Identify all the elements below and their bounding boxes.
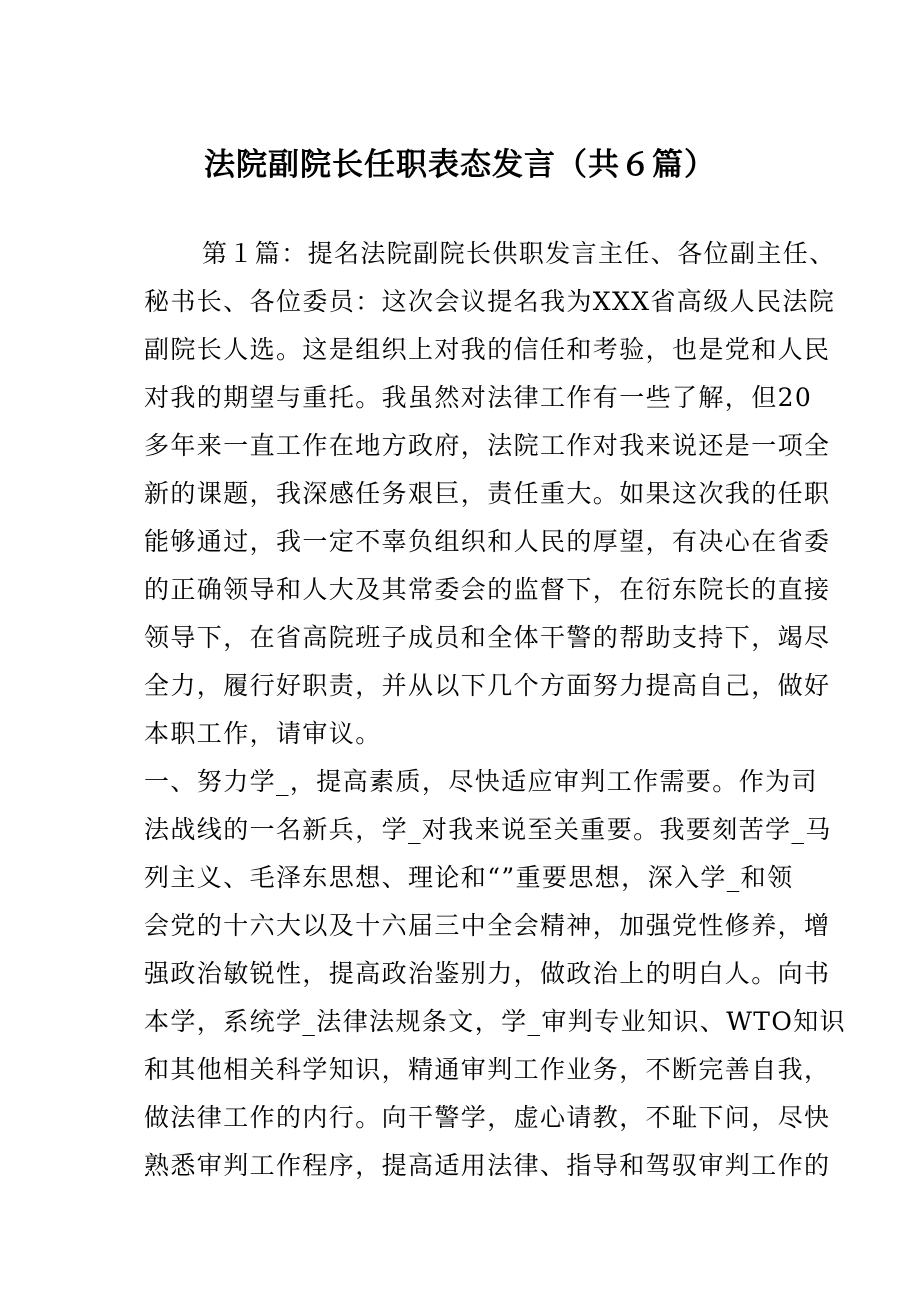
document-title: 法院副院长任职表态发言（共６篇） — [204, 147, 716, 183]
paragraph-line: 列主义、毛泽东思想、理论和“”重要思想，深入学_和领 — [144, 863, 794, 892]
paragraph-line: 做法律工作的内行。向干警学，虚心请教，不耻下问，尽快 — [144, 1103, 831, 1132]
paragraph-line: 会党的十六大以及十六届三中全会精神，加强党性修养，增 — [144, 911, 831, 940]
paragraph-line: 和其他相关科学知识，精通审判工作业务，不断完善自我， — [144, 1055, 831, 1084]
paragraph-line: 强政治敏锐性，提高政治鉴别力，做政治上的明白人。向书 — [144, 959, 831, 988]
paragraph-line: 本学，系统学_法律法规条文，学_审判专业知识、WTO知识 — [144, 1007, 847, 1036]
paragraph-line: 新的课题，我深感任务艰巨，责任重大。如果这次我的任职 — [144, 479, 831, 508]
paragraph-line: 多年来一直工作在地方政府，法院工作对我来说还是一项全 — [144, 431, 831, 460]
paragraph-line: 的正确领导和人大及其常委会的监督下，在衍东院长的直接 — [144, 575, 831, 604]
document-body — [144, 230, 847, 1190]
paragraph-line: 第１篇：提名法院副院长供职发言主任、各位副主任、 — [202, 239, 836, 268]
paragraph-line: 秘书长、各位委员：这次会议提名我为XXX省高级人民法院 — [144, 287, 836, 316]
paragraph-line: 本职工作，请审议。 — [144, 719, 382, 748]
paragraph-line: 法战线的一名新兵，学_对我来说至关重要。我要刻苦学_马 — [144, 815, 832, 844]
paragraph-line: 领导下，在省高院班子成员和全体干警的帮助支持下，竭尽 — [144, 623, 831, 652]
paragraph-line: 副院长人选。这是组织上对我的信任和考验，也是党和人民 — [144, 335, 831, 364]
paragraph-line: 熟悉审判工作程序，提高适用法律、指导和驾驭审判工作的 — [144, 1151, 831, 1180]
paragraph-line: 一、努力学_，提高素质，尽快适应审判工作需要。作为司 — [144, 767, 818, 796]
paragraph-line: 对我的期望与重托。我虽然对法律工作有一些了解，但20 — [144, 383, 813, 412]
paragraph-line: 全力，履行好职责，并从以下几个方面努力提高自己，做好 — [144, 671, 831, 700]
paragraph-line: 能够通过，我一定不辜负组织和人民的厚望，有决心在省委 — [144, 527, 831, 556]
